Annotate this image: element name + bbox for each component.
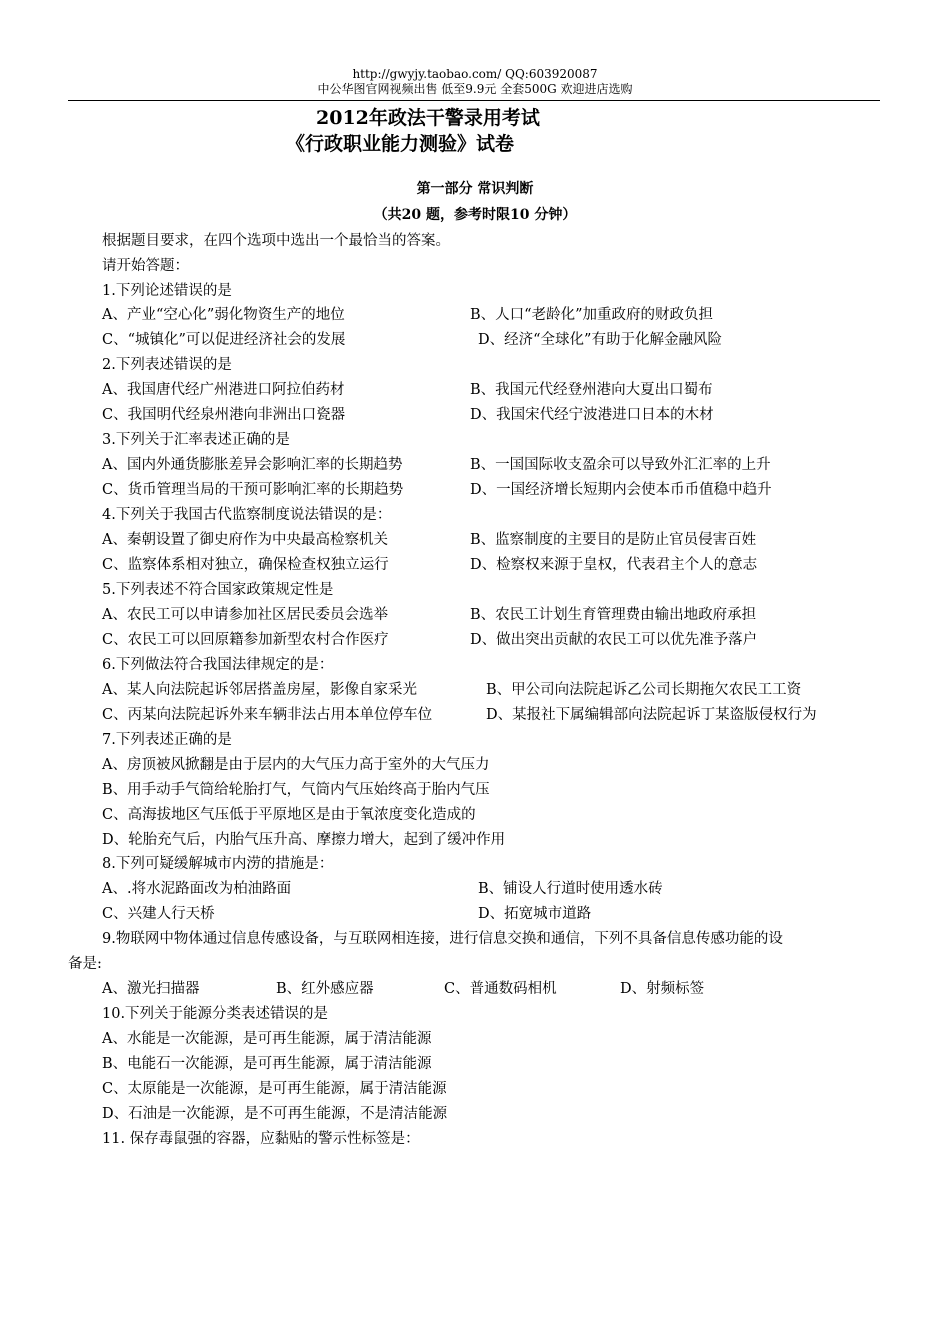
question-4-option-a: A、秦朝设置了御史府作为中央最高检察机关: [102, 532, 388, 548]
question-3-stem: 3.下列关于汇率表述正确的是: [102, 432, 290, 448]
question-7-option-c: C、高海拔地区气压低于平原地区是由于氧浓度变化造成的: [102, 807, 476, 823]
question-7-option-a: A、房顶被风掀翻是由于层内的大气压力高于室外的大气压力: [102, 757, 490, 773]
question-6-option-a: A、某人向法院起诉邻居搭盖房屋，影像自家采光: [102, 682, 417, 698]
question-1-option-b: B、人口“老龄化”加重政府的财政负担: [470, 307, 713, 323]
question-6-option-c: C、丙某向法院起诉外来车辆非法占用本单位停车位: [102, 707, 433, 723]
question-5-option-b: B、农民工计划生育管理费由输出地政府承担: [470, 607, 757, 623]
question-3-option-d: D、一国经济增长短期内会使本币币值稳中趋升: [470, 482, 772, 498]
question-10-option-b: B、电能石一次能源，是可再生能源，属于清洁能源: [102, 1056, 432, 1072]
question-5-option-c: C、农民工可以回原籍参加新型农村合作医疗: [102, 632, 389, 648]
question-2-option-b: B、我国元代经登州港向大夏出口蜀布: [470, 382, 713, 398]
header-divider: [68, 100, 880, 101]
question-4-stem: 4.下列关于我国古代监察制度说法错误的是：: [102, 507, 392, 523]
question-1-option-c: C、“城镇化”可以促进经济社会的发展: [102, 332, 346, 348]
question-8-option-d: D、拓宽城市道路: [478, 906, 592, 922]
question-8-stem: 8.下列可疑缓解城市内涝的措施是：: [102, 856, 334, 872]
instruction-text: 根据题目要求，在四个选项中选出一个最恰当的答案。: [102, 233, 450, 249]
question-9-option-a: A、激光扫描器: [102, 981, 200, 997]
question-9-option-d: D、射频标签: [620, 981, 705, 997]
question-9-option-c: C、普通数码相机: [444, 981, 557, 997]
question-7-option-d: D、轮胎充气后，内胎气压升高、摩擦力增大，起到了缓冲作用: [102, 832, 506, 848]
question-5-option-d: D、做出突出贡献的农民工可以优先准予落户: [470, 632, 758, 648]
question-8-option-b: B、铺设人行道时使用透水砖: [478, 881, 663, 897]
question-7-option-b: B、用手动手气筒给轮胎打气，气筒内气压始终高于胎内气压: [102, 782, 490, 798]
section-info: （共20 题，参考时限10 分钟）: [373, 207, 577, 223]
question-2-stem: 2.下列表述错误的是: [102, 357, 232, 373]
question-1-stem: 1.下列论述错误的是: [102, 283, 232, 299]
header-url-line: http://gwyjy.taobao.com/ QQ:603920087: [352, 67, 598, 81]
start-text: 请开始答题：: [102, 258, 189, 274]
question-3-option-b: B、一国国际收支盈余可以导致外汇汇率的上升: [470, 457, 771, 473]
question-10-stem: 10.下列关于能源分类表述错误的是: [102, 1006, 329, 1022]
question-10-option-c: C、太原能是一次能源，是可再生能源，属于清洁能源: [102, 1081, 447, 1097]
question-10-option-a: A、水能是一次能源，是可再生能源，属于清洁能源: [102, 1031, 432, 1047]
question-2-option-c: C、我国明代经泉州港向非洲出口瓷器: [102, 407, 346, 423]
question-1-option-d: D、经济“全球化”有助于化解金融风险: [478, 332, 722, 348]
question-6-option-b: B、甲公司向法院起诉乙公司长期拖欠农民工工资: [486, 682, 802, 698]
question-7-stem: 7.下列表述正确的是: [102, 732, 232, 748]
question-6-option-d: D、某报社下属编辑部向法院起诉丁某盗版侵权行为: [486, 707, 817, 723]
question-3-option-c: C、货币管理当局的干预可影响汇率的长期趋势: [102, 482, 404, 498]
question-8-option-a: A、.将水泥路面改为柏油路面: [102, 881, 292, 897]
question-2-option-d: D、我国宋代经宁波港进口日本的木材: [470, 407, 714, 423]
question-4-option-c: C、监察体系相对独立，确保检查权独立运行: [102, 557, 389, 573]
question-8-option-c: C、兴建人行天桥: [102, 906, 215, 922]
question-6-stem: 6.下列做法符合我国法律规定的是：: [102, 657, 334, 673]
question-9-stem: 9.物联网中物体通过信息传感设备，与互联网相连接，进行信息交换和通信，下列不具备信息传感功能的设: [102, 931, 783, 947]
section-heading: 第一部分 常识判断: [416, 181, 534, 197]
question-9-stem-continued: 备是:: [68, 956, 102, 972]
question-3-option-a: A、国内外通货膨胀差异会影响汇率的长期趋势: [102, 457, 403, 473]
question-2-option-a: A、我国唐代经广州港进口阿拉伯药材: [102, 382, 345, 398]
header-ad-line: 中公华图官网视频出售 低至9.9元 全套500G 欢迎进店选购: [317, 82, 633, 96]
question-5-option-a: A、农民工可以申请参加社区居民委员会选举: [102, 607, 388, 623]
question-1-option-a: A、产业“空心化”弱化物资生产的地位: [102, 307, 345, 323]
exam-title: 2012年政法干警录用考试: [316, 107, 540, 129]
question-10-option-d: D、石油是一次能源，是不可再生能源，不是清洁能源: [102, 1106, 448, 1122]
question-5-stem: 5.下列表述不符合国家政策规定性是: [102, 582, 334, 598]
question-4-option-d: D、检察权来源于皇权，代表君主个人的意志: [470, 557, 758, 573]
question-9-option-b: B、红外感应器: [276, 981, 374, 997]
question-4-option-b: B、监察制度的主要目的是防止官员侵害百姓: [470, 532, 757, 548]
question-11-stem: 11. 保存毒鼠强的容器，应黏贴的警示性标签是：: [102, 1131, 420, 1147]
exam-subtitle: 《行政职业能力测验》试卷: [286, 133, 515, 155]
